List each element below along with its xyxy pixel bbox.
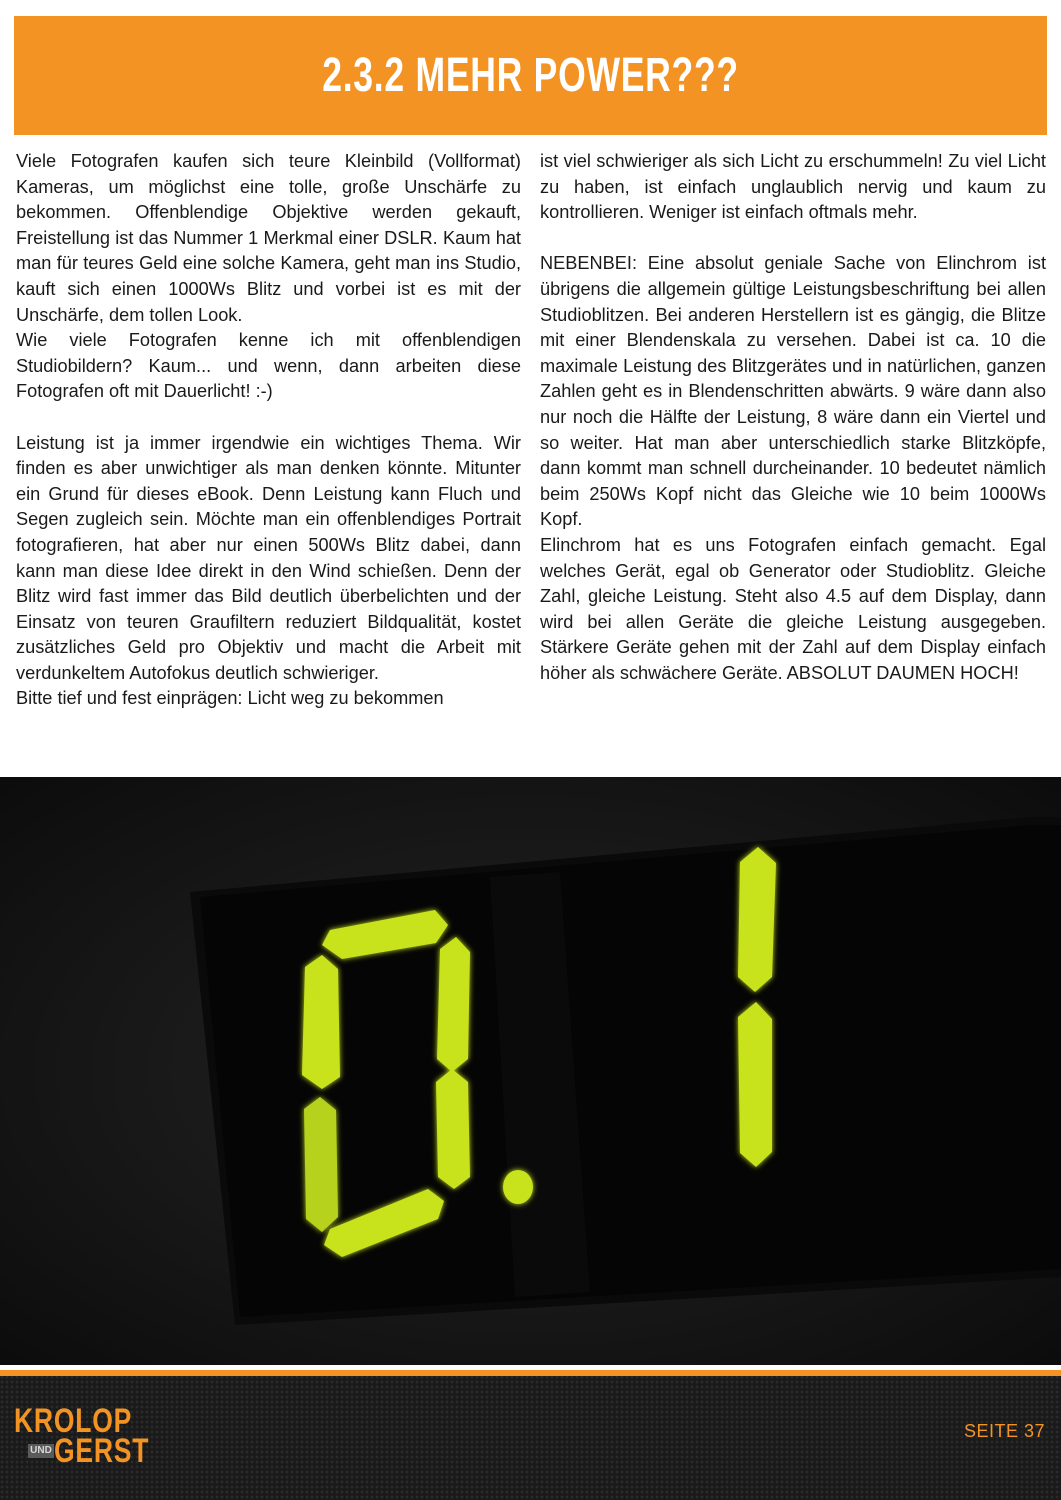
- display-photo: [0, 777, 1061, 1365]
- logo-text-mid: UND: [28, 1444, 54, 1458]
- paragraph: Viele Fotografen kaufen sich teure Kleinbild (Vollformat) Kameras, um möglichst eine tolle, große Unschärfe zu bekommen. Offenblendige Objektive werden gekauft, Freistellung ist das Nummer 1 Merkmal einer DSLR. Kaum hat man für teures Geld eine solche Kamera, geht man ins Studio, kauft sich einen 1000Ws Blitz und vorbei ist es mit der Unschärfe, dem tollen Look.: [16, 151, 521, 325]
- display-segment: [437, 937, 470, 1072]
- display-segment: [738, 847, 776, 992]
- display-segment: [738, 1002, 772, 1167]
- paragraph: Wie viele Fotografen kenne ich mit offenblendigen Studiobildern? Kaum... und wenn, dann arbeiten diese Fotografen oft mit Dauerlicht! :-): [16, 330, 521, 402]
- seven-segment-display-image: [0, 777, 1061, 1365]
- decimal-point: [503, 1170, 533, 1204]
- page-title: 2.3.2 MEHR POWER???: [322, 49, 739, 102]
- logo-text-top: KROLOP: [14, 1402, 133, 1440]
- paragraph: Leistung ist ja immer irgendwie ein wichtiges Thema. Wir finden es aber unwichtiger als man denken könnte. Mitunter ein Grund für dieses eBook. Denn Leistung kann Fluch und Segen zugleich sein. Möchte man ein offenblendiges Portrait fotografieren, hat aber nur einen 500Ws Blitz dabei, dann kann man diese Idee direkt in den Wind schießen. Denn der Blitz wird fast immer das Bild deutlich überbelichten und der Einsatz von teuren Graufiltern reduziert Bildqualität, kostet zusätzliches Geld pro Objektiv und macht die Arbeit mit verdunkeltem Autofokus deutlich schwieriger.: [16, 432, 521, 683]
- paragraph: NEBENBEI: Eine absolut geniale Sache von Elinchrom ist übrigens die allgemein gültige Leistungsbeschriftung bei allen Studioblitzen. Bei anderen Herstellern ist es gängig, die Blitze mit einer Blendenskala zu versehen. Dabei ist ca. 10 die maximale Leistung des Blitzgerätes und in natürlichen, ganzen Zahlen geht es in Blendenschritten abwärts. 9 wäre dann also nur noch die Hälfte der Leistung, 8 wäre dann ein Viertel und so weiter. Hat man aber unterschiedlich starke Blitzköpfe, dann kommt man schnell durcheinander. 10 bedeutet nämlich beim 250Ws Kopf nicht das Gleiche wie 10 beim 1000Ws Kopf.: [540, 253, 1046, 530]
- display-segment: [304, 1097, 338, 1232]
- title-banner: [14, 16, 1047, 135]
- display-segment: [302, 955, 340, 1089]
- paragraph: ist viel schwieriger als sich Licht zu erschummeln! Zu viel Licht zu haben, ist einfach unglaublich nervig und kaum zu kontrollieren. Weniger ist einfach oftmals mehr.: [540, 151, 1046, 223]
- left-text-column: [16, 149, 521, 712]
- paragraph: Bitte tief und fest einprägen: Licht weg zu bekommen: [16, 688, 444, 709]
- footer: [0, 1365, 1061, 1500]
- brand-logo: [14, 1402, 150, 1472]
- footer-accent-line: [0, 1370, 1061, 1376]
- paragraph: Elinchrom hat es uns Fotografen einfach gemacht. Egal welches Gerät, egal ob Generator oder Studioblitz. Gleiche Zahl, gleiche Leistung. Steht also 4.5 auf dem Display, dann wird bei allen Geräte die gleiche Leistung ausgegeben. Stärkere Geräte gehen mit der Zahl auf dem Display einfach höher als schwächere Geräte. ABSOLUT DAUMEN HOCH!: [540, 534, 1046, 683]
- display-segment: [436, 1069, 470, 1189]
- right-text-column: [540, 149, 1046, 686]
- logo-text-bottom: GERST: [54, 1432, 150, 1470]
- page-number: SEITE 37: [963, 1421, 1045, 1441]
